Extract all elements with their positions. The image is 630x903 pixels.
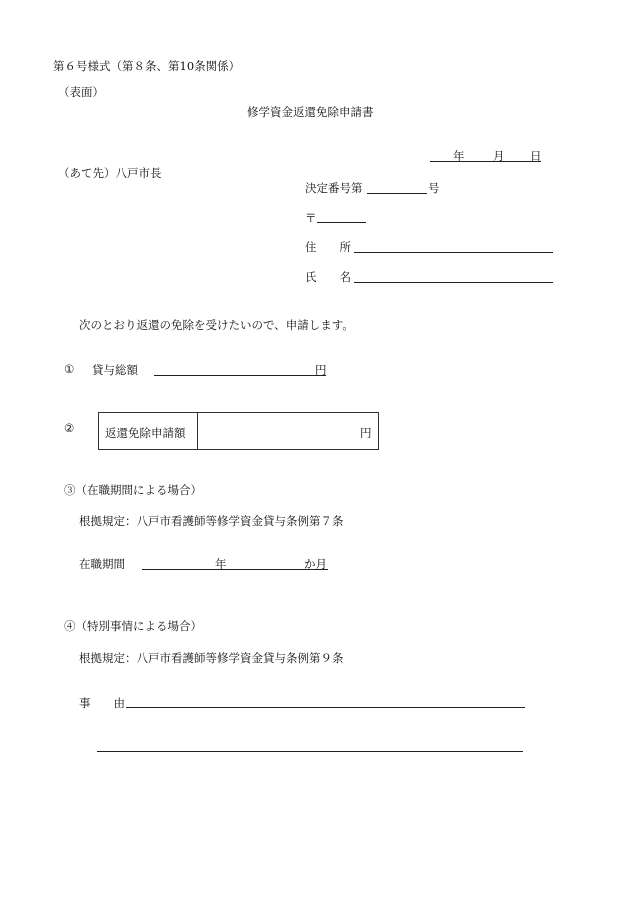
employment-period-field[interactable] <box>142 569 328 570</box>
item1-number: ① <box>64 362 75 376</box>
item3-basis: 根拠規定：八戸市看護師等修学資金貸与条例第７条 <box>79 514 344 528</box>
postal-code-field[interactable] <box>317 222 366 223</box>
loan-total-field[interactable] <box>154 375 326 376</box>
exemption-amount-field[interactable] <box>199 413 377 449</box>
employment-period-label: 在職期間 <box>79 557 125 571</box>
addressee: （あて先）八戸市長 <box>58 166 162 180</box>
address-label: 住 所 <box>305 240 351 254</box>
date-underline <box>430 161 541 162</box>
form-code: 第６号様式（第８条、第10条関係） <box>53 59 241 73</box>
period-year-unit: 年 <box>215 557 227 571</box>
item3-heading: ③（在職期間による場合） <box>64 483 202 497</box>
date-year-label: 年 <box>453 149 465 163</box>
address-field[interactable] <box>354 252 553 253</box>
page-title: 修学資金返還免除申請書 <box>247 105 374 119</box>
name-field[interactable] <box>354 282 553 283</box>
reason-field-line1[interactable] <box>126 707 525 708</box>
reason-field-line2[interactable] <box>97 751 523 752</box>
period-month-unit: か月 <box>304 557 327 571</box>
item2-number: ② <box>64 421 75 435</box>
name-label: 氏 名 <box>305 270 351 284</box>
item4-heading: ④（特別事情による場合） <box>64 619 202 633</box>
item4-basis: 根拠規定：八戸市看護師等修学資金貸与条例第９条 <box>79 651 344 665</box>
item2-label: 返還免除申請額 <box>105 426 186 440</box>
item2-unit: 円 <box>360 426 372 440</box>
postal-mark: 〒 <box>305 211 317 225</box>
date-day-label: 日 <box>530 149 542 163</box>
decision-number-suffix: 号 <box>428 181 440 195</box>
date-month-label: 月 <box>493 149 505 163</box>
exemption-amount-divider <box>197 412 198 450</box>
item1-unit: 円 <box>315 363 327 377</box>
form-side: （表面） <box>58 85 104 99</box>
decision-number-label: 決定番号第 <box>305 181 363 195</box>
reason-label: 事 由 <box>79 696 125 710</box>
item1-label: 貸与総額 <box>92 363 138 377</box>
intro-text: 次のとおり返還の免除を受けたいので、申請します。 <box>79 318 354 332</box>
decision-number-field[interactable] <box>367 193 427 194</box>
